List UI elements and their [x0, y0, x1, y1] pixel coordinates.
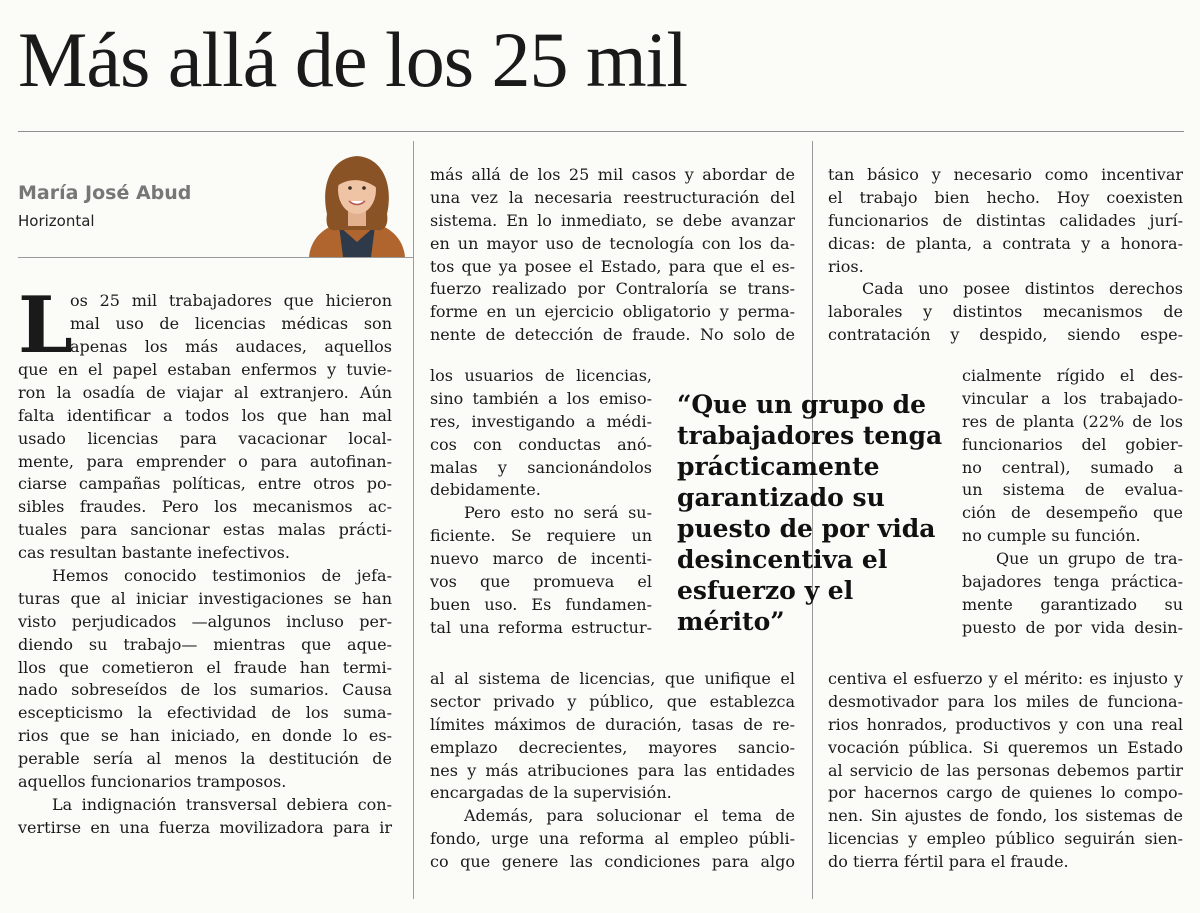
text-line: diendo su trabajo— mientras que aque-	[18, 634, 392, 654]
text-line: tal una reforma estructur-	[430, 617, 652, 637]
column-divider-1	[413, 141, 414, 899]
text-line: más allá de los 25 mil casos y abordar de	[430, 165, 795, 184]
column-2-narrow	[430, 365, 652, 640]
text-line: cas resultan bastante inefectivos.	[18, 543, 290, 563]
column-3-top	[828, 164, 1183, 347]
text-line: en un mayor uso de tecnología con los da-	[430, 233, 795, 253]
column-2-bottom	[430, 668, 795, 874]
text-line: dicas: de planta, a contrata y a honora-	[828, 233, 1183, 253]
text-line: perable sería al menos la destitución de	[18, 749, 392, 769]
text-line: rios.	[828, 256, 864, 276]
text-line: mente garantizado su	[962, 594, 1183, 614]
text-line: co que genere las condiciones para algo	[430, 852, 795, 872]
text-line: licencias y empleo público seguirán sien-	[828, 829, 1183, 849]
text-line: nente de detección de fraude. No solo de	[430, 325, 795, 345]
text-line: sector privado y público, que establezca	[430, 691, 795, 711]
pull-quote-line: puesto de por vida	[677, 514, 936, 543]
pull-quote-line: desincentiva el	[677, 545, 888, 574]
text-line: nen. Sin ajustes de fondo, los sistemas de	[828, 806, 1183, 826]
text-line: vertirse en una fuerza movilizadora para ir	[18, 817, 392, 837]
text-line: que en el papel estaban enfermos y tuvie-	[18, 360, 392, 379]
text-line: mal uso de licencias médicas son	[70, 313, 392, 333]
pull-quote-line: mérito”	[677, 607, 785, 636]
pull-quote-line: prácticamente	[677, 452, 880, 481]
text-line: Hemos conocido testimonios de jefa-	[52, 566, 392, 586]
text-line: vos que promueva el	[430, 572, 652, 592]
text-line: sibles fraudes. Pero los mecanismos ac-	[18, 497, 392, 517]
text-line: malas y sancionándolos	[430, 457, 652, 477]
text-line: fondo, urge una reforma al empleo públi-	[430, 829, 795, 849]
text-line: funcionarios de distintas calidades jurí-	[828, 210, 1183, 230]
text-line: aquellos funcionarios tramposos.	[18, 772, 287, 792]
byline	[18, 182, 191, 230]
text-line: puesto de por vida desin-	[962, 617, 1183, 637]
text-line: vincular a los trabajado-	[962, 388, 1183, 408]
text-line: Cada uno posee distintos derechos	[862, 279, 1183, 299]
text-line: ción de desempeño que	[962, 503, 1183, 523]
text-line: res de planta (22% de los	[962, 411, 1183, 431]
text-line: La indignación transversal debiera con-	[52, 794, 392, 814]
section-name: Horizontal	[18, 212, 95, 230]
text-line: nado sobreseídos de los sumarios. Causa	[18, 680, 392, 700]
text-line: ficiente. Se requiere un	[430, 526, 652, 546]
text-line: cos con conductas anó-	[430, 434, 652, 454]
top-rule	[18, 131, 1184, 132]
text-line: cialmente rígido el des-	[962, 366, 1183, 385]
text-line: falta identificar a todos los que han mal	[18, 405, 392, 425]
text-line: Pero esto no será su-	[464, 503, 652, 523]
column-2-top	[430, 164, 795, 347]
column-1-lead	[70, 290, 392, 359]
text-line: nuevo marco de incenti-	[430, 549, 652, 569]
author-name: María José Abud	[18, 182, 192, 204]
text-line: bajadores tenga práctica-	[962, 572, 1183, 592]
text-line: encargadas de la supervisión.	[430, 783, 672, 803]
pull-quote-line: garantizado su	[677, 483, 885, 512]
text-line: nes y más atribuciones para las entidades	[430, 760, 795, 780]
text-line: sino también a los emiso-	[430, 388, 652, 408]
text-line: centiva el esfuerzo y el mérito: es injusto y	[828, 669, 1183, 688]
text-line: rios que se han iniciado, en donde lo es-	[18, 726, 392, 746]
text-line: el trabajo bien hecho. Hoy coexisten	[828, 187, 1183, 207]
text-line: Que un grupo de tra-	[996, 549, 1183, 569]
text-line: ron la osadía de viajar al extranjero. Aún	[18, 382, 392, 402]
text-line: al servicio de las personas debemos partir	[828, 760, 1183, 780]
text-line: do tierra fértil para el fraude.	[828, 852, 1069, 872]
column-1	[18, 359, 392, 840]
text-line: visto perjudicados —algunos incluso per-	[18, 611, 392, 631]
text-line: buen uso. Es fundamen-	[430, 594, 652, 614]
text-line: escepticismo la efectividad de los suma-	[18, 703, 392, 723]
pull-quote-line: trabajadores tenga	[677, 421, 943, 450]
text-line: tan básico y necesario como incentivar	[828, 165, 1183, 184]
text-line: no cumple su función.	[962, 526, 1141, 546]
text-line: forme en un ejercicio obligatorio y perma-	[430, 302, 795, 322]
text-line: debidamente.	[430, 480, 541, 500]
text-line: llos que cometieron el fraude han termi-	[18, 657, 392, 677]
text-line: límites máximos de duración, tasas de re-	[430, 714, 795, 734]
text-line: funcionarios del gobier-	[962, 434, 1183, 454]
text-line: res, investigando a médi-	[430, 411, 652, 431]
text-line: usado licencias para vacacionar local-	[18, 428, 392, 448]
pull-quote	[677, 389, 942, 637]
text-line: no central), sumado a	[962, 457, 1183, 477]
text-line: laborales y distintos mecanismos de	[828, 302, 1183, 322]
text-line: contratación y despido, siendo espe-	[828, 325, 1183, 345]
text-line: al al sistema de licencias, que unifique el	[430, 669, 795, 688]
byline-rule	[18, 257, 413, 258]
text-line: apenas los más audaces, aquellos	[70, 336, 392, 356]
text-line: vocación pública. Si queremos un Estado	[828, 737, 1183, 757]
text-line: Además, para solucionar el tema de	[464, 806, 795, 826]
text-line: los usuarios de licencias,	[430, 366, 652, 385]
text-line: os 25 mil trabajadores que hicieron	[70, 291, 392, 310]
text-line: fuerzo realizado por Contraloría se trans-	[430, 279, 795, 299]
text-line: tos que ya posee el Estado, para que el es-	[430, 256, 795, 276]
column-3-bottom	[828, 668, 1183, 874]
text-line: sistema. En lo inmediato, se debe avanzar	[430, 210, 795, 230]
text-line: turas que al iniciar investigaciones se han	[18, 588, 392, 608]
column-3-narrow	[962, 365, 1183, 640]
pull-quote-line: esfuerzo y el	[677, 576, 854, 605]
text-line: por hacernos cargo de quienes lo compo-	[828, 783, 1183, 803]
text-line: una vez la necesaria reestructuración del	[430, 187, 795, 207]
text-line: un sistema de evalua-	[962, 480, 1183, 500]
text-line: emplazo decrecientes, mayores sancio-	[430, 737, 795, 757]
text-line: mente, para emprender o para autofinan-	[18, 451, 392, 471]
text-line: tuales para sancionar estas malas prácti-	[18, 520, 392, 540]
author-portrait	[305, 150, 409, 257]
drop-cap: L	[18, 280, 73, 371]
headline: Más allá de los 25 mil	[18, 16, 688, 103]
text-line: ciarse campañas políticas, entre otros po-	[18, 474, 392, 494]
text-line: desmotivador para los miles de funciona-	[828, 691, 1183, 711]
pull-quote-line: “Que un grupo de	[677, 390, 927, 419]
text-line: rios honrados, productivos y con una real	[828, 714, 1183, 734]
